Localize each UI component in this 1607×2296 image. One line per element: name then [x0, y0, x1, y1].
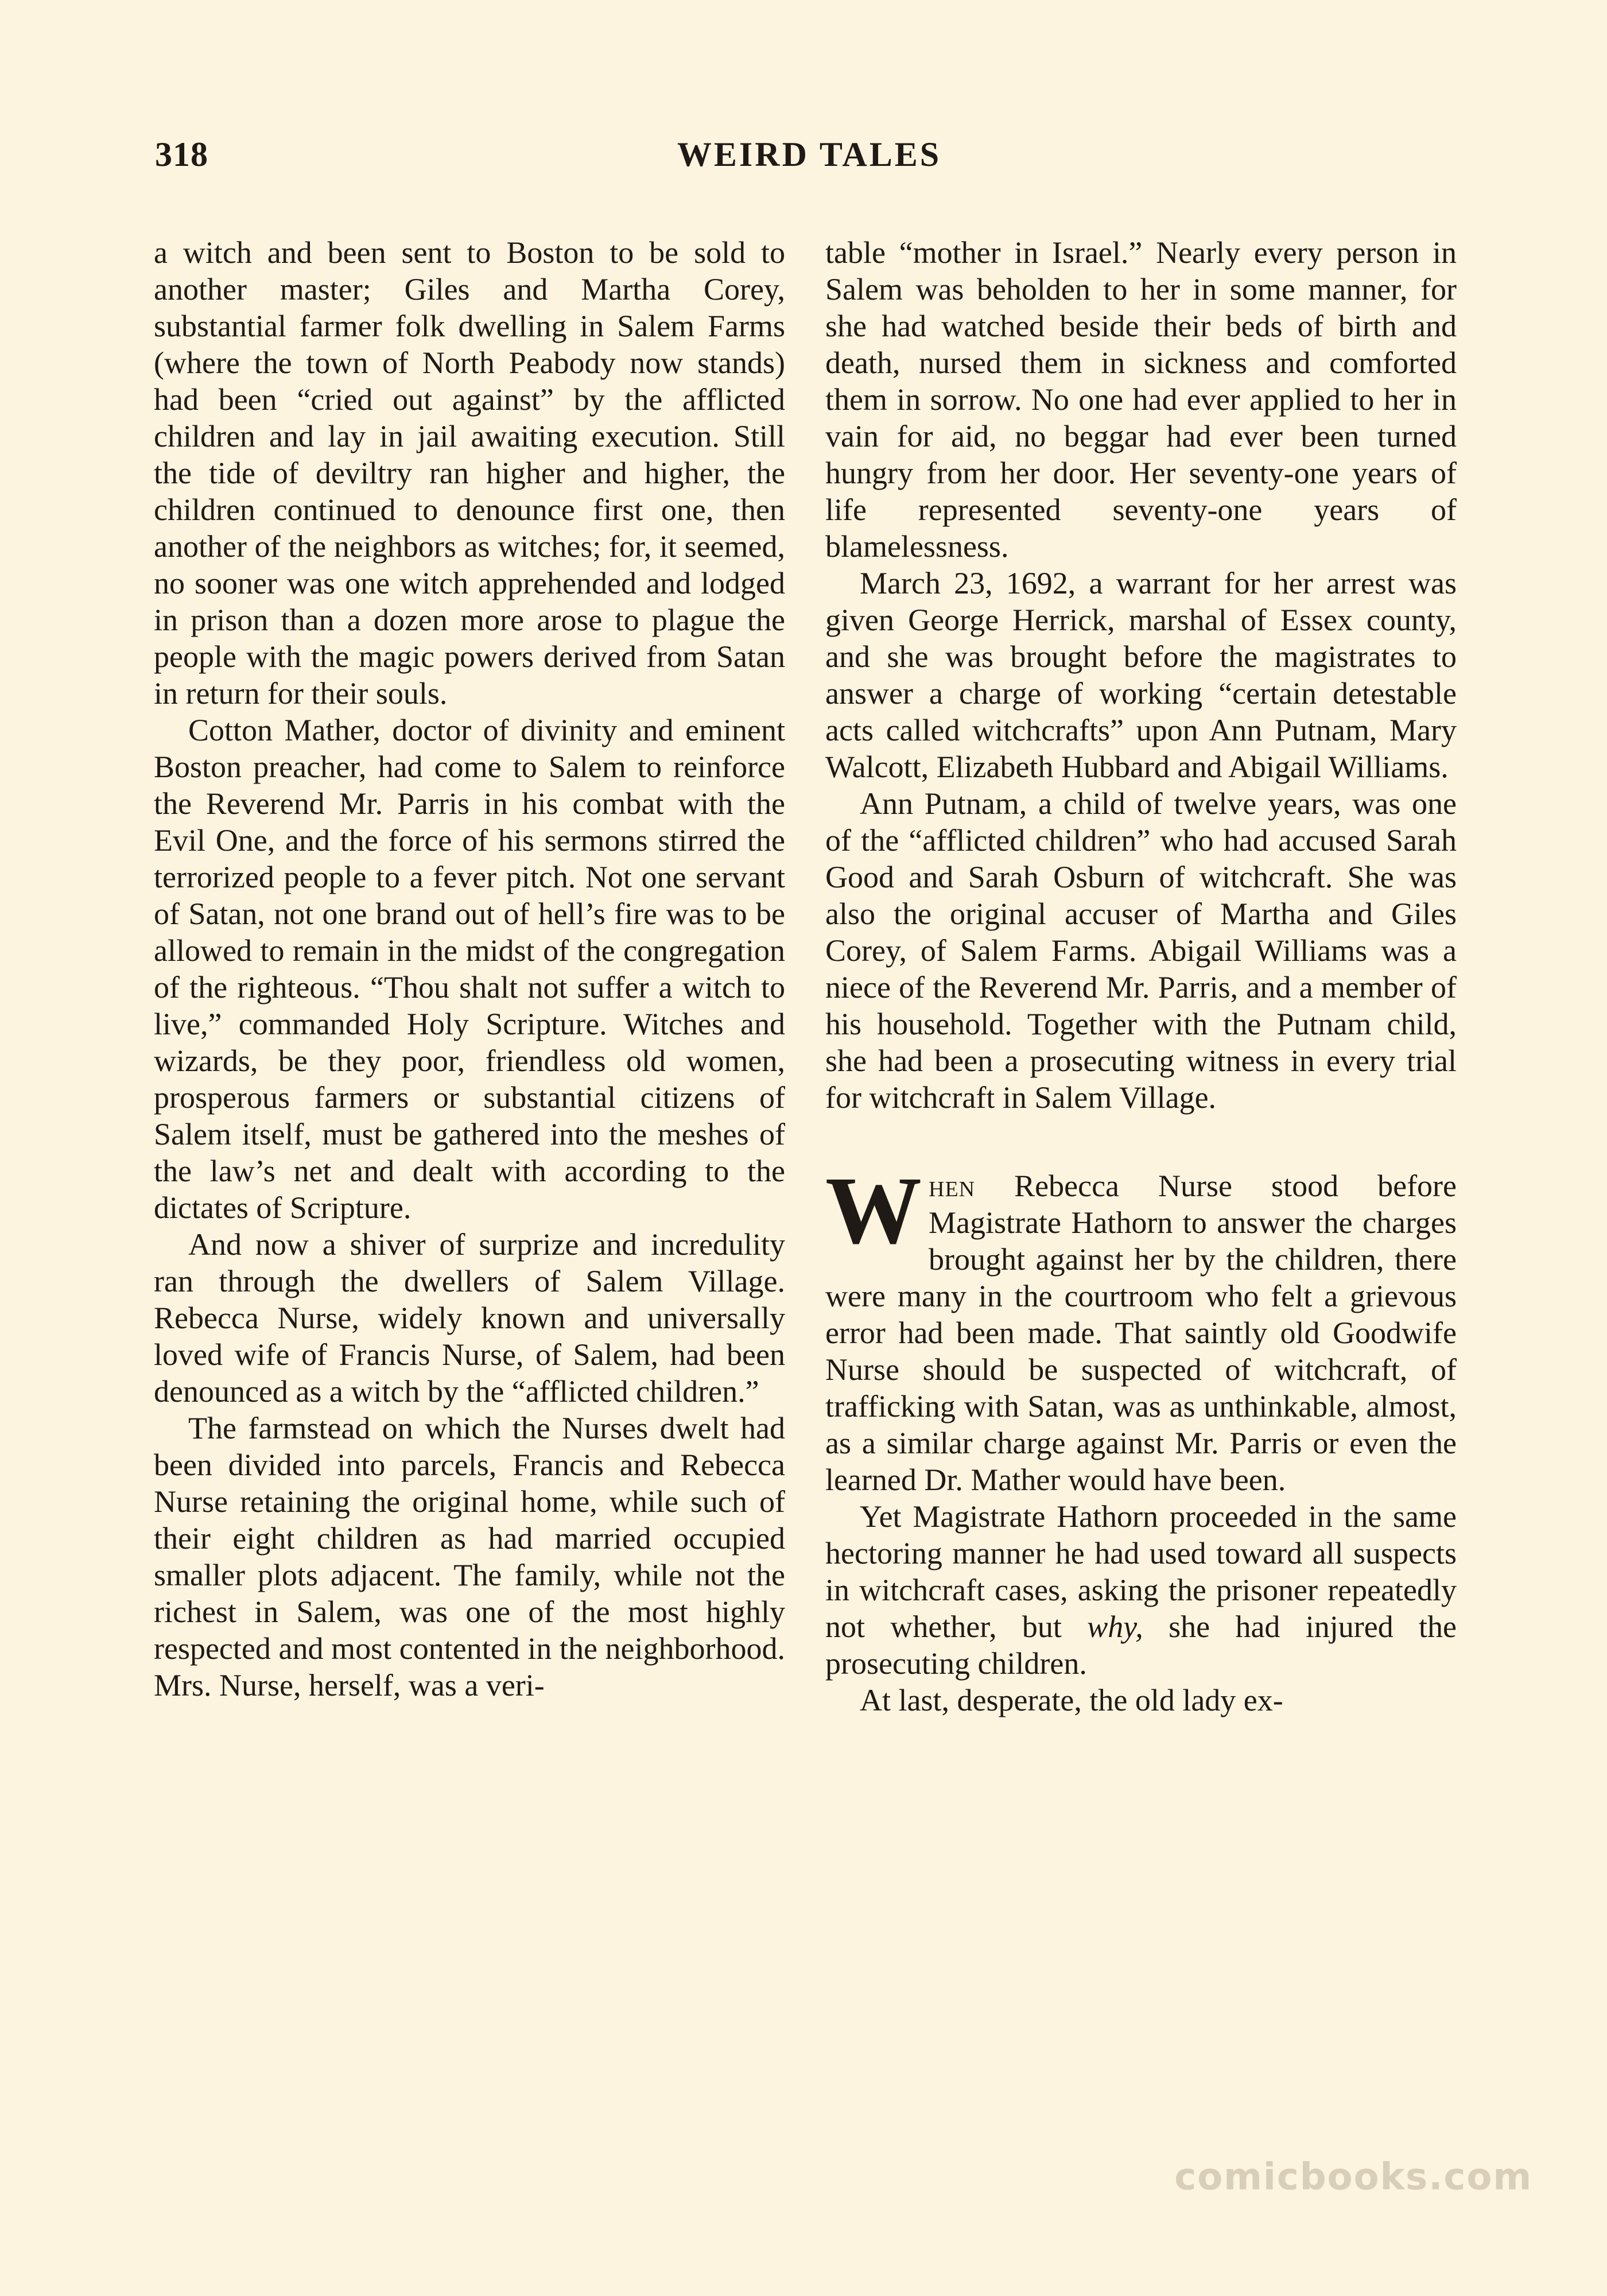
right-paragraph-3: Ann Putnam, a child of twelve years, was one of the “afflicted children” who had accused Sarah Good and Sarah Osburn of witchcraft. She was also the original accuser of Martha and Giles Corey, of Salem Farms. Abigail Williams was a niece of the Reverend Mr. Parris, and a member of his household. Together with the Putnam child, she had been a prosecuting witness in every trial for witchcraft in Salem Village.: [825, 786, 1457, 1115]
hathorn-italic: why,: [1087, 1609, 1143, 1644]
left-paragraph-2: Cotton Mather, doctor of divinity and eminent Boston preacher, had come to Salem to reinforce the Reverend Mr. Parris in his combat with the Evil One, and the force of his sermons stirred the terrorized people to a fever pitch. Not one servant of Satan, not one brand out of hell’s fire was to be allowed to remain in the midst of the congregation of the righteous. “Thou shalt not suffer a witch to live,” commanded Holy Scripture. Witches and wizards, be they poor, friendless old women, prosperous farmers or substantial citizens of Salem itself, must be gathered into the meshes of the law’s net and dealt with according to the dictates of Scripture.: [154, 713, 785, 1225]
drop-cap-rest: Rebecca Nurse stood before Magistrate Hathorn to answer the charges brought against her by the children, there were many in the courtroom who felt a grievous error had been made. That saintly old Goodwife Nurse should be suspected of witchcraft, of trafficking with Satan, was as unthinkable, almost, as a similar charge against Mr. Parris or even the learned Dr. Mather would have been.: [825, 1169, 1457, 1497]
page-header: [155, 135, 1464, 192]
drop-cap-paragraph: [825, 1157, 1457, 1498]
drop-cap-letter: W: [825, 1157, 922, 1264]
left-paragraph-1: a witch and been sent to Boston to be sold to another master; Giles and Martha Corey, substantial farmer folk dwelling in Salem Farms (where the town of North Peabody now stands) had been “cried out against” by the afflicted children and lay in jail awaiting execution. Still the tide of deviltry ran higher and higher, the children continued to denounce first one, then another of the neighbors as witches; for, it seemed, no sooner was one witch apprehended and lodged in prison than a dozen more arose to plague the people with the magic powers derived from Satan in return for their souls.: [154, 235, 785, 711]
footer-brand-logo: comicbooks.com: [1174, 2156, 1532, 2198]
right-paragraph-last: At last, desperate, the old lady ex-: [860, 1683, 1283, 1717]
hathorn-before: Yet Magistrate Hathorn proceeded in the same hectoring manner he had used toward all suspects in witchcraft cases, asking the prisoner repeatedly not whether, but: [825, 1499, 1457, 1644]
right-paragraph-1: table “mother in Israel.” Nearly every person in Salem was beholden to her in some manner, for she had watched beside their beds of birth and death, nursed them in sickness and comforted them in sorrow. No one had ever applied to her in vain for aid, no beggar had ever been turned hungry from her door. Her seventy-one years of life represented seventy-one years of blamelessness.: [825, 235, 1457, 564]
left-paragraph-4: The farmstead on which the Nurses dwelt had been divided into parcels, Francis and Rebecca Nurse retaining the original home, while such of their eight children as had married occupied smaller plots adjacent. The family, while not the richest in Salem, was one of the most highly respected and most contented in the neighborhood. Mrs. Nurse, herself, was a veri-: [154, 1411, 785, 1702]
running-title: WEIRD TALES: [677, 135, 942, 173]
hathorn-paragraph: [825, 1498, 1457, 1682]
left-column: [154, 234, 785, 1704]
hathorn-after: she had injured the prosecuting children.: [825, 1609, 1457, 1681]
page-number: 318: [155, 135, 208, 173]
left-paragraph-3: And now a shiver of surprize and incredulity ran through the dwellers of Salem Village. Rebecca Nurse, widely known and universally loved wife of Francis Nurse, of Salem, had been denounced as a witch by the “afflicted children.”: [154, 1227, 785, 1409]
drop-cap-smallcaps: hen: [929, 1169, 976, 1203]
right-column: [825, 234, 1457, 1719]
right-paragraph-2: March 23, 1692, a warrant for her arrest was given George Herrick, marshal of Essex county, and she was brought before the magistrates to answer a charge of working “certain detestable acts called witchcrafts” upon Ann Putnam, Mary Walcott, Elizabeth Hubbard and Abigail Williams.: [825, 566, 1457, 784]
